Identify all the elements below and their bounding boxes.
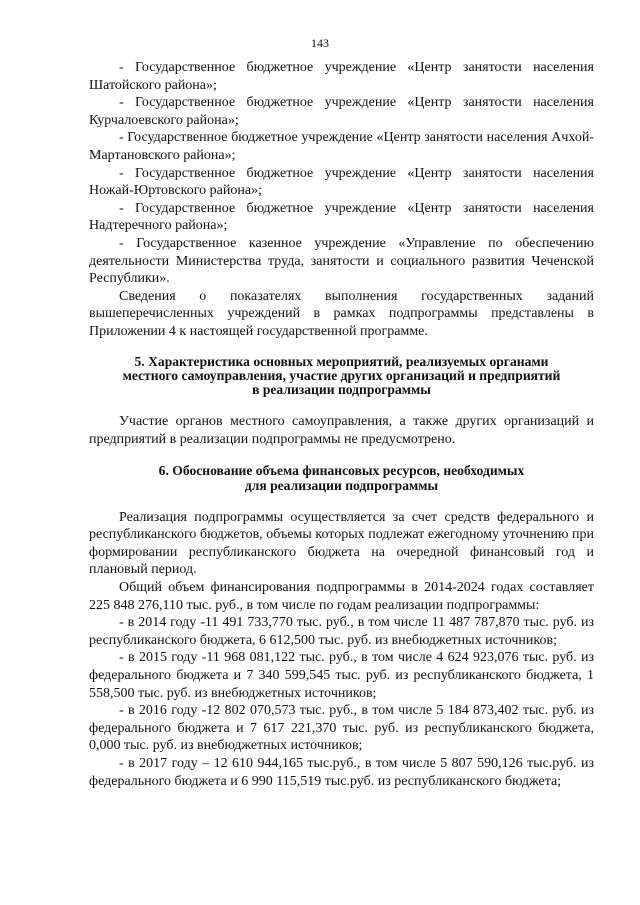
spacer	[89, 448, 594, 464]
funding-year-item: - в 2015 году -11 968 081,122 тыс. руб., в том числе 4 624 923,076 тыс. руб. из федерального бюджета и 7 340 599,545 тыс. руб. из республиканского бюджета, 1 558,500 тыс. руб. из внебюджетных источников;	[89, 650, 594, 701]
spacer	[89, 493, 594, 509]
heading-line: 6. Обоснование объема финансовых ресурсов, необходимых	[158, 463, 525, 479]
section-6-paragraph: Реализация подпрограммы осуществляется за счет средств федерального и республиканского бюджетов, объемы которых подлежат ежегодному уточнению при формировании республиканского бюджета на очередной финансовый год и плановый период.	[89, 509, 594, 578]
paragraph-state-tasks: Сведения о показателях выполнения государственных заданий вышеперечисленных учреждений в рамках подпрограммы представлены в Приложении 4 к настоящей государственной программе.	[89, 288, 594, 339]
section-5-heading	[89, 355, 594, 398]
funding-year-item: - в 2016 году -12 802 070,573 тыс. руб., в том числе 5 184 873,402 тыс. руб. из федерального бюджета и 7 617 221,370 тыс. руб. из республиканского бюджета, 0,000 тыс. руб. из внебюджетных источников;	[89, 703, 594, 754]
spacer	[89, 397, 594, 413]
section-5-text: Участие органов местного самоуправления, а также других организаций и предприятий в реализации подпрограммы не предусмотрено.	[89, 414, 594, 447]
heading-line: 5. Характеристика основных мероприятий, реализуемых органами	[134, 353, 549, 369]
page-number: 143	[311, 36, 329, 50]
list-item: - Государственное бюджетное учреждение «Центр занятости населения Надтеречного района»;	[89, 200, 594, 234]
list-item: - Государственное бюджетное учреждение «Центр занятости населения Ачхой-Мартановского района»;	[89, 130, 594, 163]
heading-line: для реализации подпрограммы	[244, 477, 439, 493]
funding-year-item: - в 2017 году – 12 610 944,165 тыс.руб., в том числе 5 807 590,126 тыс.руб. из федерального бюджета и 6 990 115,519 тыс.руб. из республиканского бюджета;	[89, 756, 594, 789]
funding-year-item: - в 2014 году -11 491 733,770 тыс. руб., в том числе 11 487 787,870 тыс. руб. из республиканского бюджета, 6 612,500 тыс. руб. из внебюджетных источников;	[89, 615, 594, 648]
spacer	[89, 341, 594, 355]
list-item: - Государственное бюджетное учреждение «Центр занятости населения Курчалоевского района»;	[89, 95, 594, 128]
list-item: - Государственное казенное учреждение «Управление по обеспечению деятельности Министерства труда, занятости и социального развития Чеченской Республики».	[89, 235, 594, 287]
heading-line: в реализации подпрограммы	[252, 381, 431, 397]
section-6-heading	[89, 464, 594, 492]
list-item: - Государственное бюджетное учреждение «Центр занятости населения Шатойского района»;	[89, 60, 594, 93]
list-item: - Государственное бюджетное учреждение «Центр занятости населения Ножай-Юртовского района»;	[89, 165, 594, 199]
heading-line: местного самоуправления, участие других организаций и предприятий	[122, 367, 561, 383]
section-6-paragraph: Общий объем финансирования подпрограммы в 2014-2024 годах составляет 225 848 276,110 тыс. руб., в том числе по годам реализации подпрограммы:	[89, 580, 594, 613]
document-body	[89, 59, 594, 790]
